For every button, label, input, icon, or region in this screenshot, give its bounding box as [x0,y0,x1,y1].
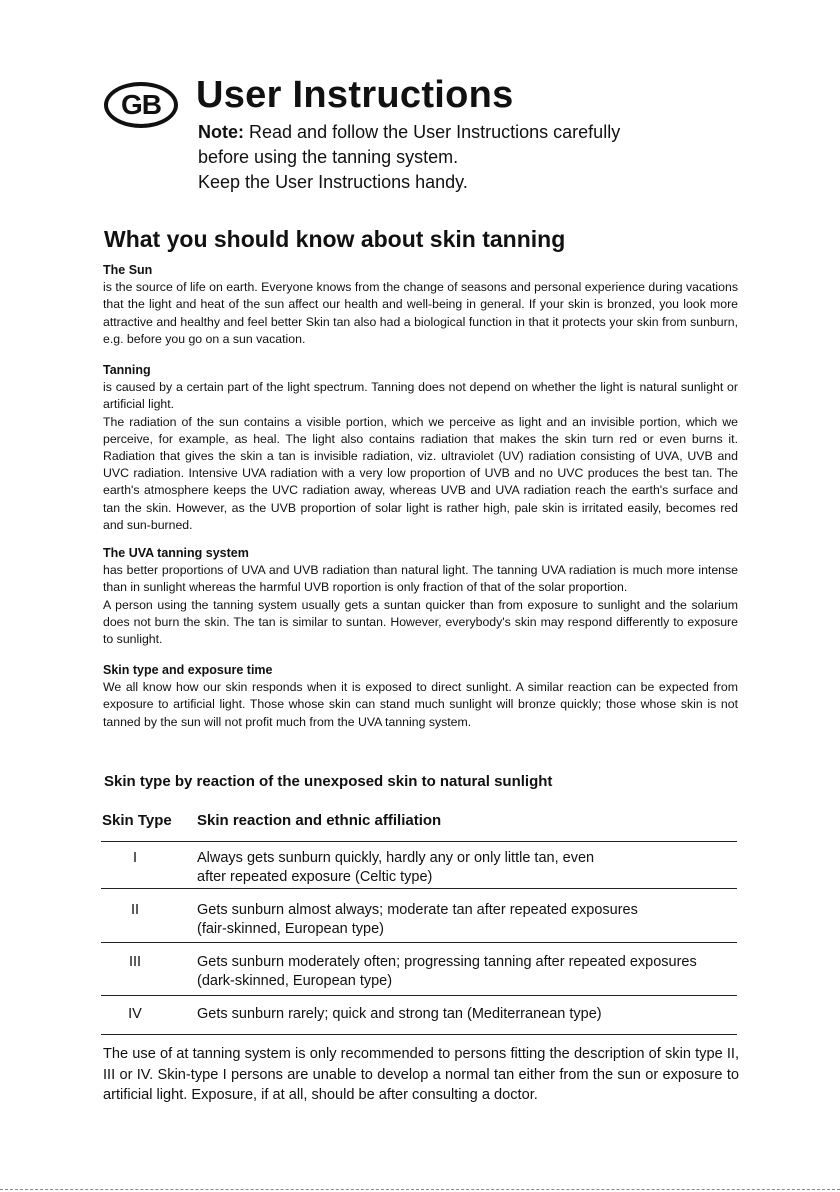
reaction-cell [197,953,737,991]
column-header-skin-type: Skin Type [102,812,172,829]
section-heading: The UVA tanning system [103,546,249,560]
reaction-line-1: Gets sunburn moderately often; progressing tanning after repeated exposures [197,954,697,970]
section-heading: Skin type and exposure time [103,663,273,677]
section-body: has better proportions of UVA and UVB radiation than natural light. The tanning UVA radiation is much more intense than in sunlight whereas the harmful UVB roportion is only fraction of that of the solar proportion. [103,563,738,595]
section-the-sun [103,262,738,348]
table-row [101,996,737,1035]
reaction-line-1: Gets sunburn almost always; moderate tan after repeated exposures [197,902,638,918]
note-block [198,120,620,195]
column-header-reaction: Skin reaction and ethnic affiliation [197,812,442,829]
skin-type-cell: II [130,902,140,918]
note-label: Note: [198,122,244,142]
reaction-line-1: Gets sunburn rarely; quick and strong tan (Mediterranean type) [197,1006,602,1022]
table-row [101,889,737,943]
main-heading: What you should know about skin tanning [104,226,566,252]
skin-type-table [101,811,737,1035]
section-uva-tanning-system [103,545,738,648]
note-line-2: before using the tanning system. [198,147,459,167]
reaction-line-2: (fair-skinned, European type) [197,921,384,937]
section-heading: Tanning [103,363,151,377]
section-body-2: A person using the tanning system usually gets a suntan quicker than from exposure to sunlight and the solarium does not burn the skin. The tan is similar to suntan. However, everybody's skin may respond differently to exposure to sunlight. [103,597,738,647]
table-header [101,811,737,842]
section-tanning [103,362,738,534]
reaction-line-2: after repeated exposure (Celtic type) [197,869,433,885]
reaction-line-2: (dark-skinned, European type) [197,973,393,989]
skin-type-cell: III [128,954,142,970]
section-body: is caused by a certain part of the light spectrum. Tanning does not depend on whether the light is natural sunlight or artificial light. [103,380,738,412]
country-badge: GB [104,82,178,128]
note-line-1: Read and follow the User Instructions carefully [249,122,621,142]
reaction-cell [197,849,737,887]
page-edge-divider [0,1189,840,1190]
section-body-2: The radiation of the sun contains a visible portion, which we perceive as light and an invisible portion, which we perceive, for example, as heal. The light also contains radiation that makes the skin turn red or even burns it. Radiation that gives the skin a tan is invisible radiation, viz. ultraviolet (UV) radiation consisting of UVA, UVB and UVC radiation. Intensive UVA radiation with a very low proportion of UVB and no UVC produces the best tan. The earth's atmosphere keeps the UVC radiation away, whereas UVB and UVA radiation reach the earth's surface and tan the skin. However, as the UVB proportion of solar light is rather high, pale skin is irritated easily, becomes red and sun-burned. [103,414,738,532]
footer-paragraph: The use of at tanning system is only recommended to persons fitting the description of skin type II, III or IV. Skin-type I persons are unable to develop a normal tan either from the sun or exposure to artificial light. Exposure, if at all, should be after consulting a doctor. [103,1046,739,1103]
table-row [101,842,737,889]
table-row [101,943,737,996]
section-body: We all know how our skin responds when it is exposed to direct sunlight. A similar reaction can be expected from exposure to artificial light. Those whose skin can stand much sunlight will bronze quickly; those whose skin is not tanned by the sun will not profit much from the UVA tanning system. [103,680,738,729]
reaction-cell [197,1005,737,1024]
section-body: is the source of life on earth. Everyone knows from the change of seasons and personal experience during vacations that the light and heat of the sun affect our health and well-being in general. If your skin is bronzed, you look more attractive and healthy and feel better Skin tan also had a biological function in that it protects your skin from sunburn, e.g. before you go on a sun vacation. [103,280,738,346]
note-line-3: Keep the User Instructions handy. [198,172,468,192]
skin-type-cell: I [132,850,138,866]
reaction-line-1: Always gets sunburn quickly, hardly any or only little tan, even [197,850,595,866]
reaction-cell [197,901,737,939]
section-skin-type-exposure [103,662,738,731]
skin-type-cell: IV [128,1006,142,1022]
section-heading: The Sun [103,263,153,277]
page-title: User Instructions [196,74,514,116]
table-title: Skin type by reaction of the unexposed skin to natural sunlight [104,773,553,790]
